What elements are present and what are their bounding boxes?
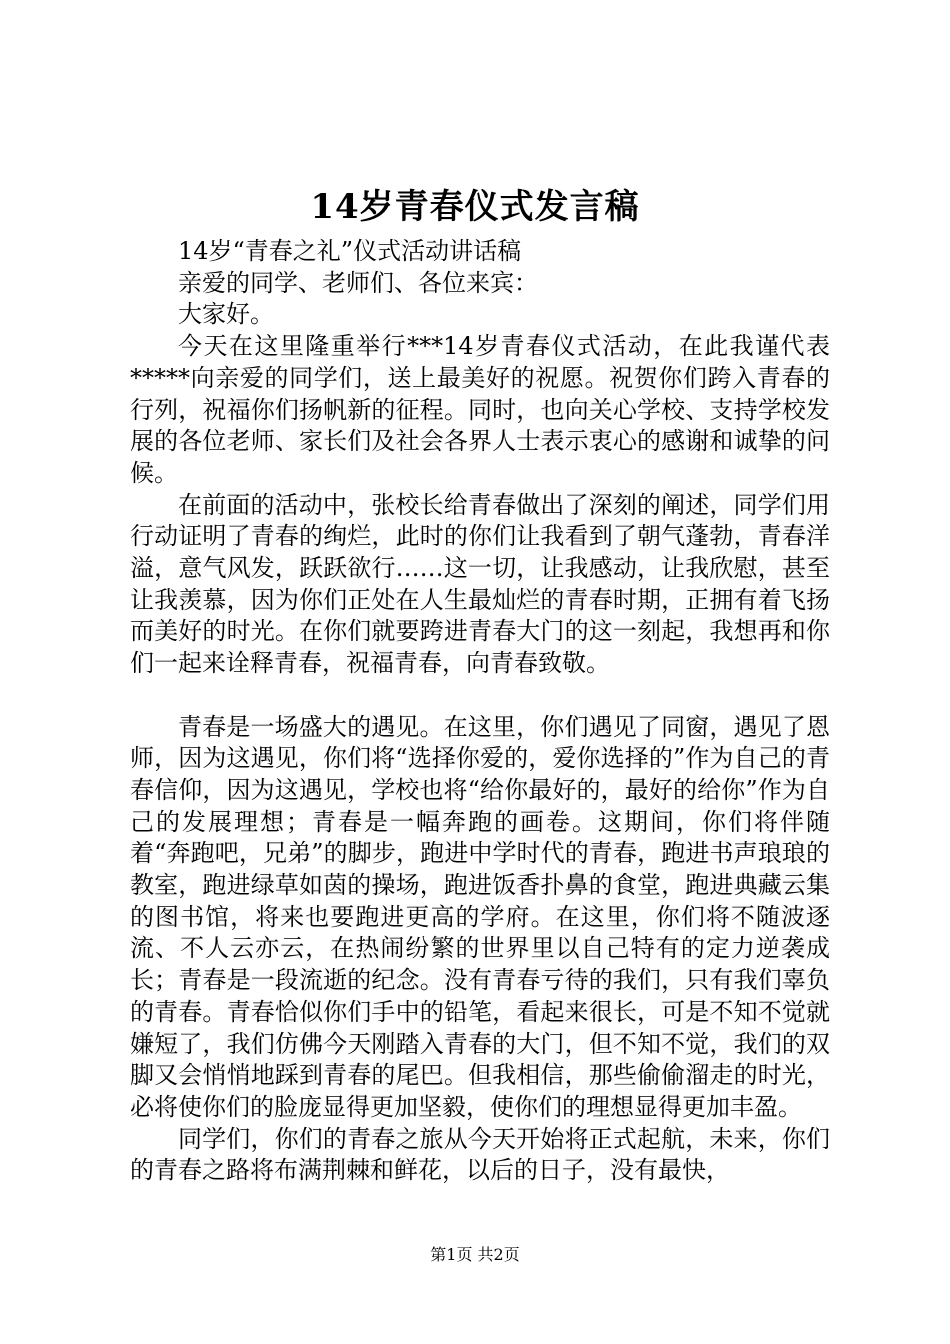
document-body [130, 236, 830, 1187]
body-paragraph: 同学们，你们的青春之旅从今天开始将正式起航，未来，你们的青春之路将布满荆棘和鲜花，以后的日子，没有最快， [130, 1124, 830, 1185]
body-paragraph: 今天在这里隆重举行***14岁青春仪式活动，在此我谨代表*****向亲爱的同学们，送上最美好的祝愿。祝贺你们跨入青春的行列，祝福你们扬帆新的征程。同时，也向关心学校、支持学校发展的各位老师、家长们及社会各界人士表示衷心的感谢和诚挚的问候。 [130, 332, 830, 487]
body-paragraph: 青春是一场盛大的遇见。在这里，你们遇见了同窗，遇见了恩师，因为这遇见，你们将“选择你爱的，爱你选择的”作为自己的青春信仰，因为这遇见，学校也将“给你最好的，最好的给你”作为自己的发展理想；青春是一幅奔跑的画卷。这期间，你们将伴随着“奔跑吧，兄弟”的脚步，跑进中学时代的青春，跑进书声琅琅的教室，跑进绿草如茵的操场，跑进饭香扑鼻的食堂，跑进典藏云集的图书馆，将来也要跑进更高的学府。在这里，你们将不随波逐流、不人云亦云，在热闹纷繁的世界里以自己特有的定力逆袭成长；青春是一段流逝的纪念。没有青春亏待的我们，只有我们辜负的青春。青春恰似你们手中的铅笔，看起来很长，可是不知不觉就嫌短了，我们仿佛今天刚踏入青春的大门，但不知不觉，我们的双脚又会悄悄地踩到青春的尾巴。但我相信，那些偷偷溜走的时光，必将使你们的脸庞显得更加坚毅，使你们的理想显得更加丰盈。 [130, 712, 830, 1121]
salutation-paragraph: 亲爱的同学、老师们、各位来宾： [178, 268, 538, 297]
page-footer: 第1页 共2页 [430, 1245, 520, 1264]
body-paragraph: 在前面的活动中，张校长给青春做出了深刻的阐述，同学们用行动证明了青春的绚烂，此时的你们让我看到了朝气蓬勃，青春洋溢，意气风发，跃跃欲行……这一切，让我感动，让我欣慰，甚至让我羡慕，因为你们正处在人生最灿烂的青春时期，正拥有着飞扬而美好的时光。在你们就要跨进青春大门的这一刻起，我想再和你们一起来诠释青春，祝福青春，向青春致敬。 [130, 490, 830, 678]
document-title: 14岁青春仪式发言稿 [310, 187, 640, 227]
greeting-paragraph: 大家好。 [178, 300, 274, 329]
blank-line [130, 680, 830, 712]
subtitle-paragraph: 14岁“青春之礼”仪式活动讲话稿 [178, 237, 522, 265]
